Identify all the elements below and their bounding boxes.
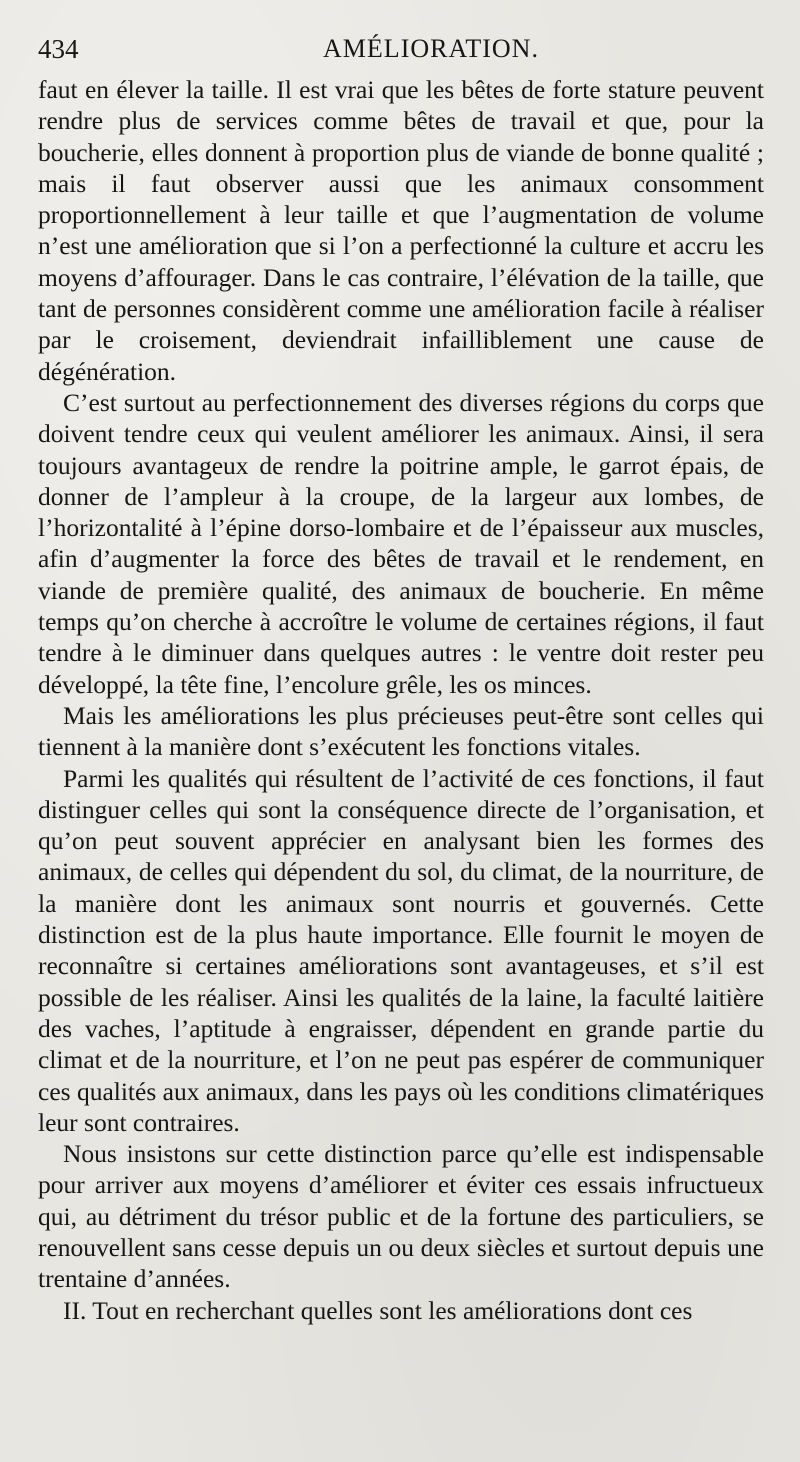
paragraph-regions-du-corps: C’est surtout au perfectionnement des diverses régions du corps que doivent tendre ceux qui veulent améliorer les animaux. Ainsi, il sera toujours avantageux de rendre la poitrine ample, le garrot épais, de donner de l’ampleur à la croupe, de la largeur aux lombes, de l’horizontalité à l’épine dorso-lombaire et de l’épaisseur aux muscles, afin d’augmenter la force des bêtes de travail et le rendement, en viande de première qualité, des animaux de boucherie. En même temps qu’on cherche à accroître le volume de certaines régions, il faut tendre à le diminuer dans quelques autres : le ventre doit rester peu développé, la tête fine, l’encolure grêle, les os minces. xyxy=(38,387,764,699)
paragraph-section-ii: II. Tout en recherchant quelles sont les améliorations dont ces xyxy=(63,1295,693,1325)
running-head xyxy=(38,30,764,74)
paragraph-distinction: Nous insistons sur cette distinction parce qu’elle est indispensable pour arriver aux moyens d’améliorer et éviter ces essais infructueux qui, au détriment du trésor public et de la fortune des particuliers, se renouvellent sans cesse depuis un ou deux siècles et surtout depuis une trentaine d’années. xyxy=(38,1139,764,1294)
body-text xyxy=(38,74,764,1326)
paragraph-taille: faut en élever la taille. Il est vrai que les bêtes de forte stature peuvent rendre plus de services comme bêtes de travail et que, pour la boucherie, elles donnent à proportion plus de viande de bonne qualité ; mais il faut observer aussi que les animaux consomment proportionnellement à leur taille et que l’augmentation de volume n’est une amélioration que si l’on a perfectionné la culture et accru les moyens d’affourager. Dans le cas contraire, l’élévation de la taille, que tant de personnes considèrent comme une amélioration facile à réaliser par le croisement, deviendrait infailliblement une cause de dégénération. xyxy=(38,75,764,386)
paragraph-fonctions-vitales: Mais les améliorations les plus précieuses peut-être sont celles qui tiennent à la manière dont s’exécutent les fonctions vitales. xyxy=(38,700,764,762)
running-title: AMÉLIORATION. xyxy=(323,34,539,63)
paragraph-qualites: Parmi les qualités qui résultent de l’activité de ces fonctions, il faut distinguer celles qui sont la conséquence directe de l’organisation, et qu’on peut souvent apprécier en analysant bien les formes des animaux, de celles qui dépendent du sol, du climat, de la nourriture, de la manière dont les animaux sont nourris et gouvernés. Cette distinction est de la plus haute importance. Elle fournit le moyen de reconnaître si certaines améliorations sont avantageuses, et s’il est possible de les réaliser. Ainsi les qualités de la laine, la faculté laitière des vaches, l’aptitude à engraisser, dépendent en grande partie du climat et de la nourriture, et l’on ne peut pas espérer de communiquer ces qualités aux animaux, dans les pays où les conditions climatériques leur sont contraires. xyxy=(38,763,764,1137)
page-number: 434 xyxy=(38,34,79,64)
